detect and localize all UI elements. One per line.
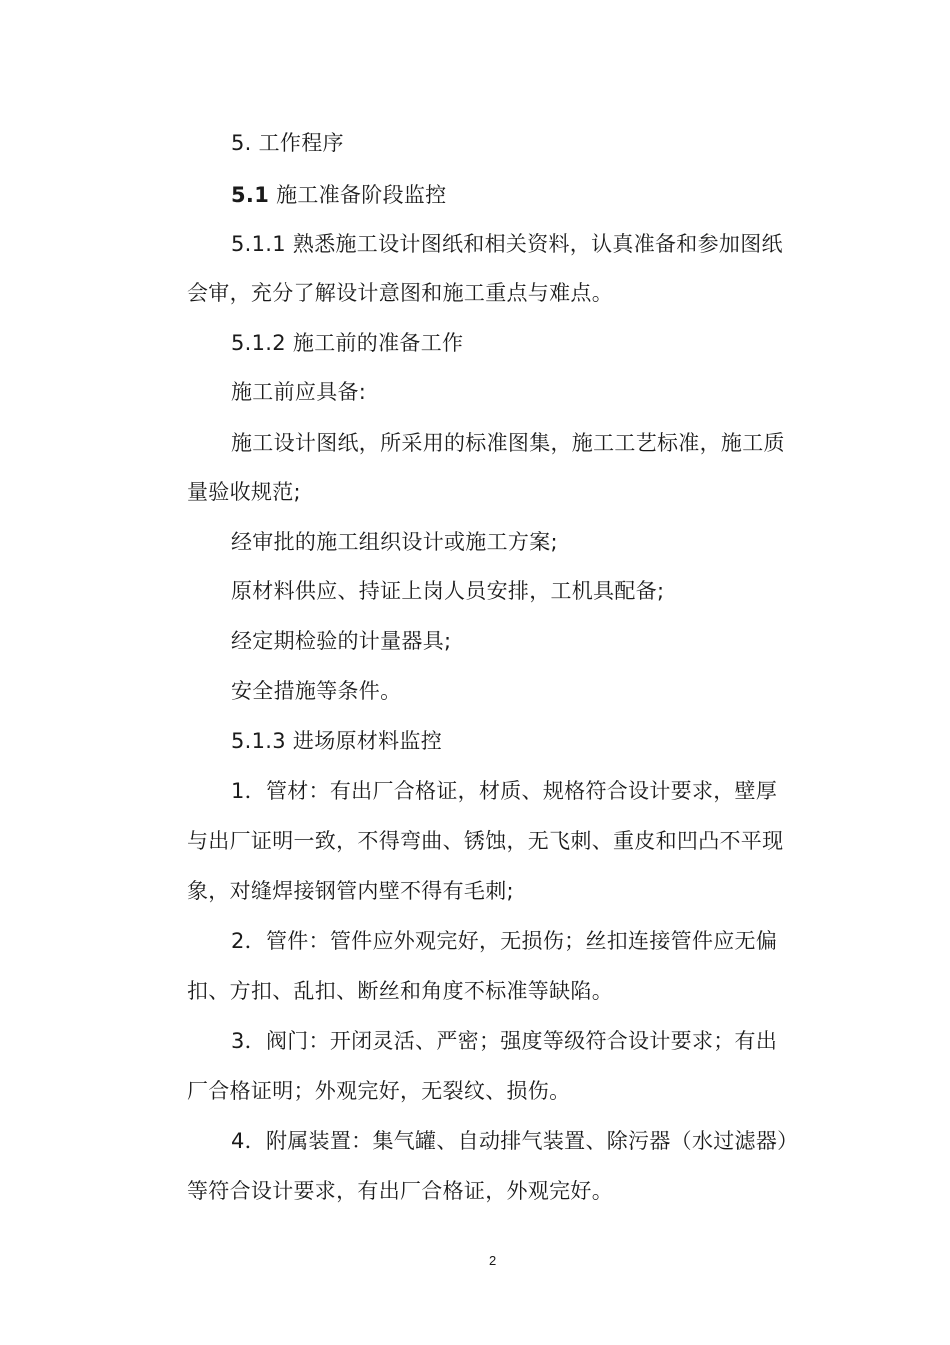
page-number: 2: [489, 1253, 497, 1268]
para-5-1-2-item-3: 原材料供应、持证上岗人员安排，工机具配备;: [231, 579, 665, 603]
para-1-line-3: 象，对缝焊接钢管内壁不得有毛刺;: [187, 879, 514, 903]
heading-5: 5. 工作程序: [231, 131, 344, 155]
para-1-line-1: 1．管材：有出厂合格证，材质、规格符合设计要求，壁厚: [231, 779, 778, 803]
para-5-1-1-line-2: 会审，充分了解设计意图和施工重点与难点。: [187, 281, 613, 305]
heading-5-1-3: 5.1.3 进场原材料监控: [231, 729, 443, 753]
para-2-line-2: 扣、方扣、乱扣、断丝和角度不标准等缺陷。: [187, 979, 613, 1003]
para-5-1-2-intro: 施工前应具备:: [231, 380, 367, 404]
para-5-1-2-item-1-line-1: 施工设计图纸，所采用的标准图集，施工工艺标准，施工质: [231, 431, 785, 455]
para-5-1-2-item-2: 经审批的施工组织设计或施工方案;: [231, 530, 558, 554]
para-5-1-1-line-1: 5.1.1 熟悉施工设计图纸和相关资料，认真准备和参加图纸: [231, 232, 783, 256]
para-4-line-1: 4．附属装置：集气罐、自动排气装置、除污器（水过滤器）: [231, 1129, 799, 1153]
para-5-1-2-item-5: 安全措施等条件。: [231, 679, 402, 703]
heading-5-1: [231, 180, 446, 210]
para-5-1-2-item-1-line-2: 量验收规范;: [187, 480, 301, 504]
para-4-line-2: 等符合设计要求，有出厂合格证，外观完好。: [187, 1179, 613, 1203]
para-1-line-2: 与出厂证明一致，不得弯曲、锈蚀，无飞刺、重皮和凹凸不平现: [187, 829, 784, 853]
para-3-line-2: 厂合格证明；外观完好，无裂纹、损伤。: [187, 1079, 571, 1103]
para-5-1-2-item-4: 经定期检验的计量器具;: [231, 629, 452, 653]
heading-5-1-2: 5.1.2 施工前的准备工作: [231, 331, 464, 355]
heading-5-1-number: 5.1: [231, 183, 270, 207]
heading-5-1-title: 施工准备阶段监控: [269, 183, 447, 207]
para-2-line-1: 2．管件：管件应外观完好，无损伤；丝扣连接管件应无偏: [231, 929, 778, 953]
para-3-line-1: 3．阀门：开闭灵活、严密；强度等级符合设计要求；有出: [231, 1029, 778, 1053]
